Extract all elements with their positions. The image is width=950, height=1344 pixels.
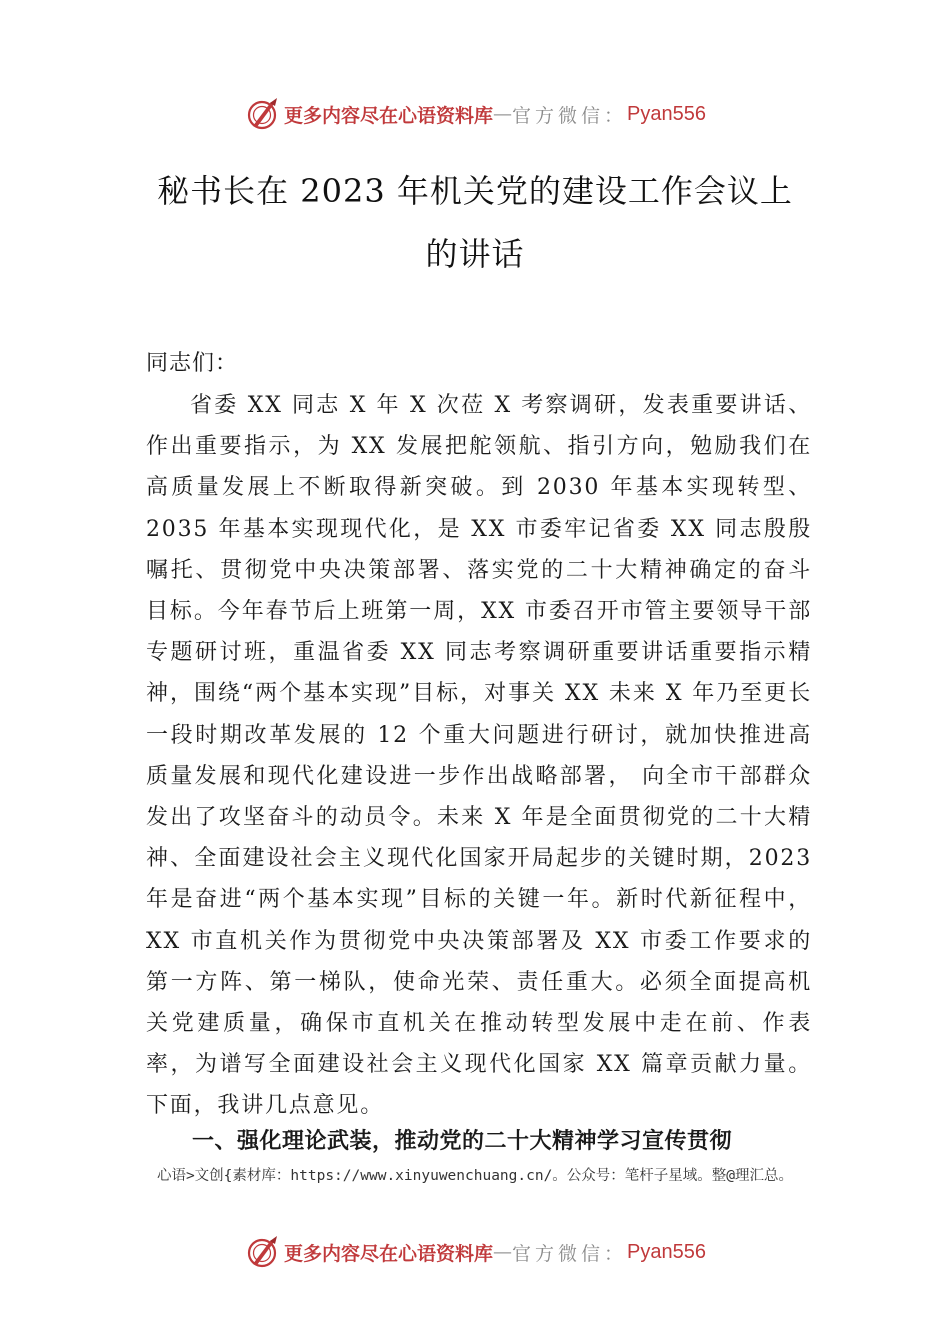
- banner-wechat-id: Pyan556: [627, 1240, 706, 1263]
- title-line-2: 的讲话: [425, 235, 525, 273]
- section-heading-1: 一、强化理论武装，推动党的二十大精神学习宣传贯彻: [192, 1129, 733, 1154]
- bottom-watermark-banner: [0, 1230, 950, 1274]
- quill-seal-icon: [244, 1234, 280, 1270]
- greeting: 同志们：: [146, 351, 239, 376]
- banner-wechat-label: 官方微信：: [512, 1242, 628, 1265]
- title-line-1: 秘书长在 2023 年机关党的建设工作会议上: [157, 172, 793, 210]
- footer-source-note: 心语>文创{素材库：https://www.xinyuwenchuang.cn/。公众号：笔杆子星域。整@理汇总。: [156, 1168, 794, 1184]
- body-paragraph: 省委 XX 同志 X 年 X 次莅 X 考察调研，发表重要讲话、作出重要指示，为 XX 发展把舵领航、指引方向，勉励我们在高质量发展上不断取得新突破。到 2030 年基本实现转型、2035 年基本实现现代化，是 XX 市委牢记省委 XX 同志殷殷嘱托、贯彻党中央决策部署、落实党的二十大精神确定的奋斗目标。今年春节后上班第一周，XX 市委召开市管主要领导干部专题研讨班，重温省委 XX 同志考察调研重要讲话重要指示精神，围绕“两个基本实现”目标，对事关 XX 未来 X 年乃至更长一段时期改革发展的 12 个重大问题进行研讨，就加快推进高质量发展和现代化建设进一步作出战略部署， 向全市干部群众发出了攻坚奋斗的动员令。未来 X 年是全面贯彻党的二十大精神、全面建设社会主义现代化国家开局起步的关键时期，2023 年是奋进“两个基本实现”目标的关键一年。新时代新征程中，XX 市直机关作为贯彻党中央决策部署及 XX 市委工作要求的第一方阵、第一梯队，使命光荣、责任重大。必须全面提高机关党建质量，确保市直机关在推动转型发展中走在前、作表率，为谱写全面建设社会主义现代化国家 XX 篇章贡献力量。下面，我讲几点意见。: [146, 393, 812, 1119]
- banner-brand-text: 更多内容尽在心语资料库: [284, 1242, 494, 1265]
- banner-separator: —: [493, 1241, 513, 1263]
- document-title: [120, 160, 830, 286]
- top-watermark-banner: [0, 92, 950, 136]
- banner-wechat-id: Pyan556: [627, 102, 706, 125]
- banner-wechat-label: 官方微信：: [512, 104, 628, 127]
- banner-separator: —: [493, 103, 513, 125]
- quill-seal-icon: [244, 96, 280, 132]
- banner-brand-text: 更多内容尽在心语资料库: [284, 104, 494, 127]
